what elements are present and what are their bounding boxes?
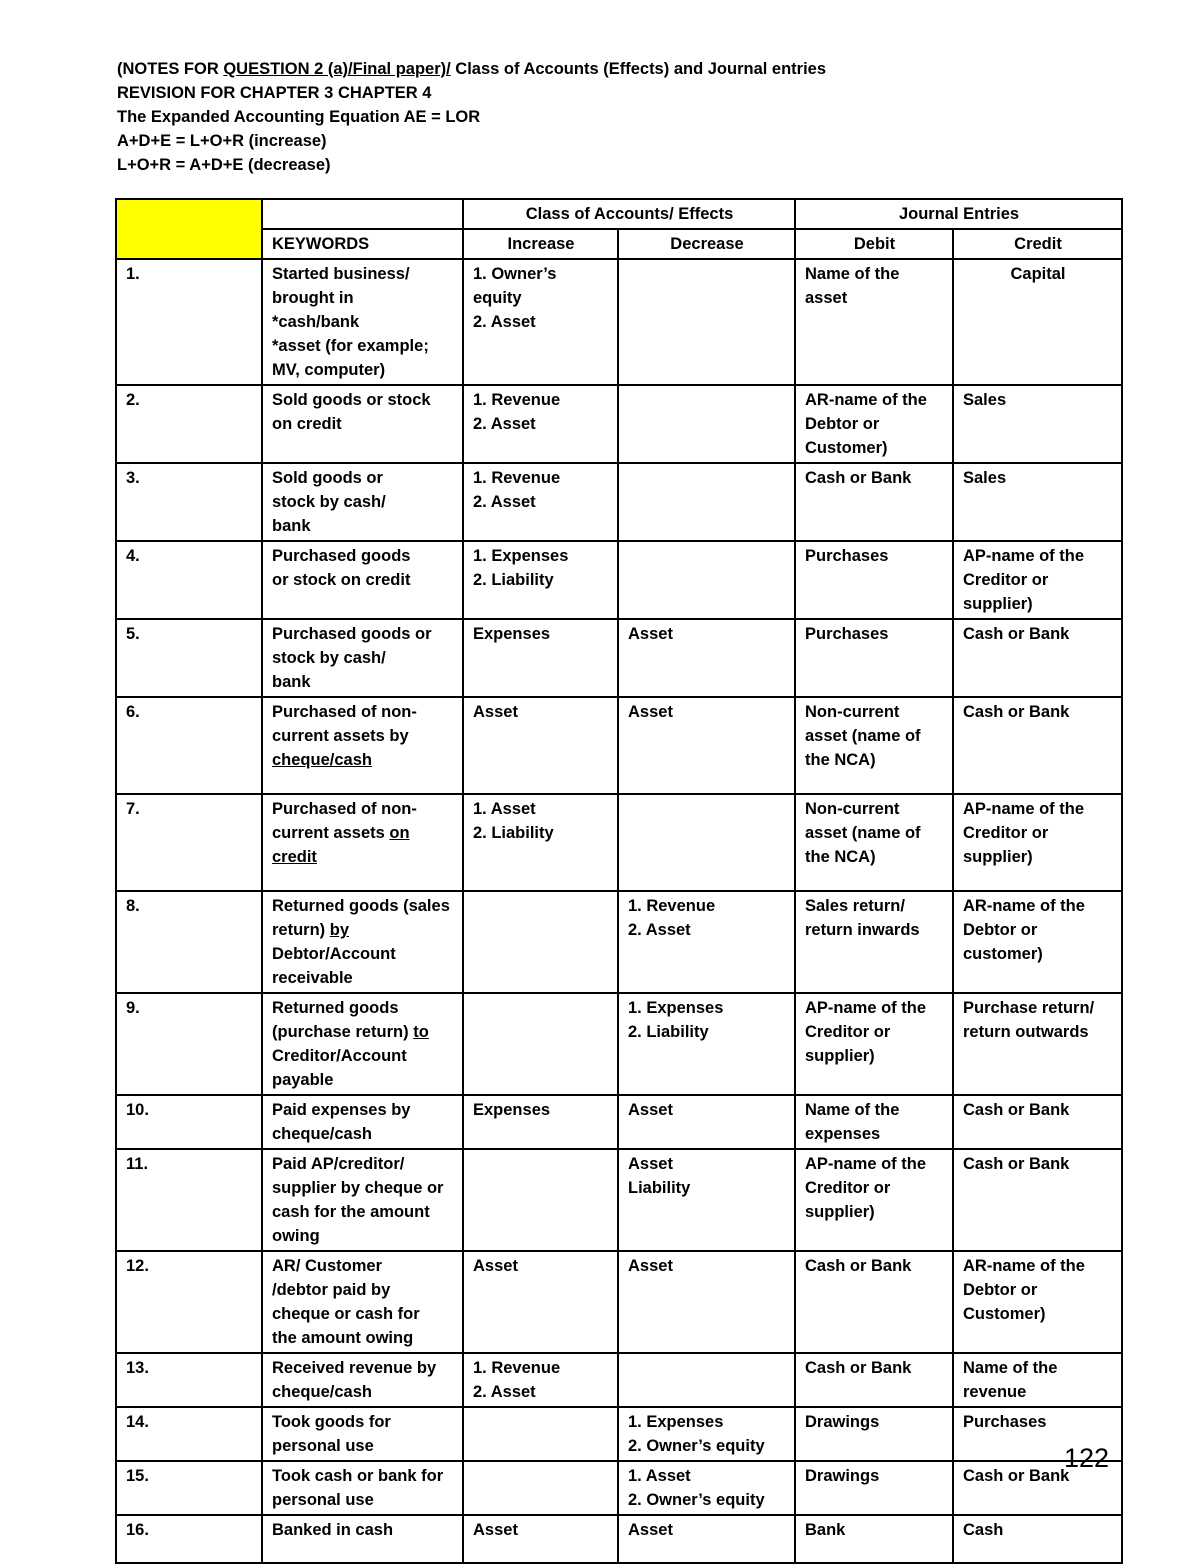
keywords-line: Received revenue by — [272, 1359, 437, 1377]
debit-cell — [795, 259, 953, 385]
decrease-cell — [618, 259, 795, 385]
debit-cell — [795, 1353, 953, 1407]
credit-line: Sales — [963, 469, 1007, 487]
debit-line: Name of the — [805, 1101, 900, 1119]
debit-line: the NCA) — [805, 751, 876, 769]
keywords-line: bank — [272, 517, 311, 535]
keywords-cell — [262, 463, 463, 541]
debit-cell — [795, 1149, 953, 1251]
credit-line: Capital — [1010, 265, 1066, 283]
debit-line: Purchases — [805, 547, 889, 565]
debit-line: asset — [805, 289, 848, 307]
credit-line: Cash — [963, 1521, 1004, 1539]
debit-cell — [795, 993, 953, 1095]
decrease-cell — [618, 1407, 795, 1461]
row-number: 12. — [116, 1251, 262, 1353]
blank-header-cell — [262, 199, 463, 229]
keywords-line: Started business/ — [272, 265, 410, 283]
debit-cell — [795, 619, 953, 697]
row-number: 1. — [116, 259, 262, 385]
decrease-cell — [618, 1515, 795, 1563]
increase-cell — [463, 259, 618, 385]
increase-line: 2. Asset — [473, 1383, 536, 1401]
row-number: 11. — [116, 1149, 262, 1251]
class-of-accounts-header: Class of Accounts/ Effects — [463, 199, 795, 229]
credit-cell — [953, 1251, 1122, 1353]
table-row — [116, 697, 1122, 794]
equation-title: The Expanded Accounting Equation AE = LOR — [117, 108, 481, 126]
keywords-line: the amount owing — [272, 1329, 414, 1347]
debit-line: Name of the — [805, 265, 900, 283]
keywords-cell — [262, 1353, 463, 1407]
row-number: 14. — [116, 1407, 262, 1461]
keywords-line: bank — [272, 673, 311, 691]
debit-line: Cash or Bank — [805, 1257, 912, 1275]
credit-line: Creditor or — [963, 824, 1049, 842]
equation-increase: A+D+E = L+O+R (increase) — [117, 132, 327, 150]
keywords-line: payable — [272, 1071, 334, 1089]
decrease-header: Decrease — [618, 229, 795, 259]
debit-cell — [795, 1515, 953, 1563]
table-row — [116, 1251, 1122, 1353]
keywords-line: *cash/bank — [272, 313, 360, 331]
decrease-cell — [618, 1095, 795, 1149]
keywords-line: AR/ Customer — [272, 1257, 383, 1275]
increase-cell — [463, 1515, 618, 1563]
credit-cell — [953, 1095, 1122, 1149]
keywords-line: Sold goods or stock — [272, 391, 431, 409]
keywords-line: brought in — [272, 289, 354, 307]
increase-line: 2. Liability — [473, 824, 554, 842]
keywords-cell — [262, 891, 463, 993]
debit-line: AP-name of the — [805, 1155, 927, 1173]
decrease-cell — [618, 385, 795, 463]
increase-line: 2. Asset — [473, 415, 536, 433]
increase-cell — [463, 385, 618, 463]
decrease-line: Asset — [628, 703, 673, 721]
decrease-cell — [618, 1149, 795, 1251]
debit-header: Debit — [795, 229, 953, 259]
row-number: 3. — [116, 463, 262, 541]
table-row — [116, 993, 1122, 1095]
debit-line: asset (name of — [805, 727, 921, 745]
increase-cell — [463, 463, 618, 541]
keywords-line: Purchased of non- — [272, 703, 417, 721]
credit-cell — [953, 697, 1122, 794]
decrease-line: 1. Expenses — [628, 1413, 724, 1431]
keywords-line: personal use — [272, 1491, 374, 1509]
increase-line: 1. Revenue — [473, 1359, 561, 1377]
decrease-line: 1. Expenses — [628, 999, 724, 1017]
decrease-line: Liability — [628, 1179, 691, 1197]
keywords-line: current assets by — [272, 727, 409, 745]
table-row — [116, 1353, 1122, 1407]
row-number: 8. — [116, 891, 262, 993]
debit-line: Debtor or — [805, 415, 880, 433]
credit-cell — [953, 1515, 1122, 1563]
keywords-line: Sold goods or — [272, 469, 383, 487]
keywords-line: /debtor paid by — [272, 1281, 391, 1299]
keywords-line: Purchased goods — [272, 547, 411, 565]
row-number: 16. — [116, 1515, 262, 1563]
decrease-line: Asset — [628, 1155, 673, 1173]
debit-line: Drawings — [805, 1413, 880, 1431]
credit-cell — [953, 619, 1122, 697]
keywords-line: owing — [272, 1227, 320, 1245]
credit-line: Purchase return/ — [963, 999, 1095, 1017]
decrease-cell — [618, 993, 795, 1095]
equation-decrease: L+O+R = A+D+E (decrease) — [117, 156, 331, 174]
debit-line: Purchases — [805, 625, 889, 643]
credit-line: AP-name of the — [963, 547, 1085, 565]
debit-cell — [795, 891, 953, 993]
decrease-line: Asset — [628, 625, 673, 643]
keywords-line: Purchased goods or — [272, 625, 432, 643]
row-number: 6. — [116, 697, 262, 794]
keywords-line: cash for the amount — [272, 1203, 430, 1221]
credit-line: supplier) — [963, 848, 1033, 866]
credit-cell — [953, 993, 1122, 1095]
credit-line: Customer) — [963, 1305, 1046, 1323]
keywords-line: Returned goods — [272, 999, 399, 1017]
credit-line: Debtor or — [963, 921, 1038, 939]
credit-cell — [953, 891, 1122, 993]
debit-line: Sales return/ — [805, 897, 905, 915]
debit-line: Cash or Bank — [805, 1359, 912, 1377]
credit-cell — [953, 463, 1122, 541]
debit-line: Customer) — [805, 439, 888, 457]
decrease-cell — [618, 619, 795, 697]
row-number: 15. — [116, 1461, 262, 1515]
increase-line: 2. Asset — [473, 493, 536, 511]
debit-line: Drawings — [805, 1467, 880, 1485]
keywords-line: Creditor/Account — [272, 1047, 407, 1065]
keywords-line: Took cash or bank for — [272, 1467, 444, 1485]
debit-line: the NCA) — [805, 848, 876, 866]
increase-line: equity — [473, 289, 522, 307]
keywords-line: stock by cash/ — [272, 649, 386, 667]
decrease-cell — [618, 1353, 795, 1407]
keywords-cell — [262, 993, 463, 1095]
keywords-line: cheque or cash for — [272, 1305, 420, 1323]
highlight-cell — [116, 199, 262, 259]
increase-line: 1. Revenue — [473, 391, 561, 409]
debit-line: Bank — [805, 1521, 846, 1539]
credit-line: Sales — [963, 391, 1007, 409]
keywords-line: *asset (for example; — [272, 337, 429, 355]
decrease-line: Asset — [628, 1521, 673, 1539]
keywords-cell — [262, 259, 463, 385]
table-row — [116, 1095, 1122, 1149]
credit-cell — [953, 259, 1122, 385]
table-row — [116, 541, 1122, 619]
credit-line: Cash or Bank — [963, 1101, 1070, 1119]
keywords-line: return) by — [272, 921, 350, 939]
increase-cell — [463, 541, 618, 619]
increase-line: Expenses — [473, 625, 551, 643]
decrease-cell — [618, 794, 795, 891]
debit-line: Non-current — [805, 800, 900, 818]
decrease-cell — [618, 1461, 795, 1515]
debit-cell — [795, 385, 953, 463]
credit-cell — [953, 1149, 1122, 1251]
increase-cell — [463, 697, 618, 794]
page-number: 122 — [1064, 1443, 1110, 1473]
credit-line: Cash or Bank — [963, 1467, 1070, 1485]
keywords-line: on credit — [272, 415, 342, 433]
debit-cell — [795, 697, 953, 794]
decrease-line: 1. Asset — [628, 1467, 691, 1485]
credit-line: Cash or Bank — [963, 703, 1070, 721]
debit-line: Creditor or — [805, 1179, 891, 1197]
increase-cell — [463, 1353, 618, 1407]
debit-line: AR-name of the — [805, 391, 927, 409]
increase-line: 1. Expenses — [473, 547, 569, 565]
increase-line: 2. Asset — [473, 313, 536, 331]
row-number: 5. — [116, 619, 262, 697]
credit-line: supplier) — [963, 595, 1033, 613]
decrease-cell — [618, 463, 795, 541]
keywords-line: MV, computer) — [272, 361, 386, 379]
debit-line: supplier) — [805, 1203, 875, 1221]
decrease-line: 2. Asset — [628, 921, 691, 939]
decrease-line: 1. Revenue — [628, 897, 716, 915]
keywords-line: Returned goods (sales — [272, 897, 450, 915]
notes-title-underlined: QUESTION 2 (a)/Final paper)/ — [223, 60, 451, 78]
table-row — [116, 463, 1122, 541]
keywords-line: Debtor/Account — [272, 945, 396, 963]
credit-line: AR-name of the — [963, 897, 1085, 915]
credit-line: Purchases — [963, 1413, 1047, 1431]
keywords-line: Banked in cash — [272, 1521, 394, 1539]
row-number: 13. — [116, 1353, 262, 1407]
table-row — [116, 1461, 1122, 1515]
keywords-cell — [262, 541, 463, 619]
keywords-line: current assets on — [272, 824, 410, 842]
debit-line: Creditor or — [805, 1023, 891, 1041]
keywords-line: Paid expenses by — [272, 1101, 411, 1119]
decrease-line: Asset — [628, 1101, 673, 1119]
keywords-line: cheque/cash — [272, 1383, 372, 1401]
increase-line: 1. Owner’s — [473, 265, 557, 283]
debit-line: asset (name of — [805, 824, 921, 842]
decrease-line: 2. Owner’s equity — [628, 1491, 765, 1509]
keywords-line: Took goods for — [272, 1413, 391, 1431]
credit-cell — [953, 541, 1122, 619]
decrease-cell — [618, 891, 795, 993]
debit-cell — [795, 1095, 953, 1149]
keywords-cell — [262, 794, 463, 891]
decrease-line: 2. Liability — [628, 1023, 709, 1041]
increase-line: 1. Asset — [473, 800, 536, 818]
keywords-line: Purchased of non- — [272, 800, 417, 818]
credit-line: Creditor or — [963, 571, 1049, 589]
decrease-cell — [618, 541, 795, 619]
keywords-cell — [262, 1149, 463, 1251]
debit-line: Non-current — [805, 703, 900, 721]
keywords-line: (purchase return) to — [272, 1023, 429, 1041]
debit-cell — [795, 541, 953, 619]
keywords-line: Paid AP/creditor/ — [272, 1155, 405, 1173]
decrease-cell — [618, 1251, 795, 1353]
keywords-cell — [262, 697, 463, 794]
increase-line: Asset — [473, 1521, 518, 1539]
row-number: 7. — [116, 794, 262, 891]
debit-cell — [795, 1461, 953, 1515]
table-row — [116, 385, 1122, 463]
keywords-cell — [262, 1251, 463, 1353]
group-header-row — [116, 199, 1122, 229]
keywords-line: supplier by cheque or — [272, 1179, 444, 1197]
debit-cell — [795, 794, 953, 891]
debit-cell — [795, 1251, 953, 1353]
credit-cell — [953, 794, 1122, 891]
table-row — [116, 619, 1122, 697]
debit-line: supplier) — [805, 1047, 875, 1065]
increase-cell — [463, 794, 618, 891]
row-number: 4. — [116, 541, 262, 619]
credit-line: Debtor or — [963, 1281, 1038, 1299]
keywords-cell — [262, 1095, 463, 1149]
debit-line: AP-name of the — [805, 999, 927, 1017]
credit-line: revenue — [963, 1383, 1027, 1401]
keywords-cell — [262, 619, 463, 697]
increase-cell — [463, 1461, 618, 1515]
notes-title-prefix: (NOTES FOR — [117, 60, 224, 78]
credit-line: Name of the — [963, 1359, 1058, 1377]
keywords-cell — [262, 1461, 463, 1515]
table-row — [116, 259, 1122, 385]
increase-line: 2. Liability — [473, 571, 554, 589]
notes-title — [117, 57, 826, 81]
increase-cell — [463, 1407, 618, 1461]
increase-cell — [463, 1251, 618, 1353]
keywords-line: stock by cash/ — [272, 493, 386, 511]
debit-cell — [795, 463, 953, 541]
column-header-row — [116, 229, 1122, 259]
increase-cell — [463, 1095, 618, 1149]
row-number: 2. — [116, 385, 262, 463]
debit-line: Cash or Bank — [805, 469, 912, 487]
increase-cell — [463, 993, 618, 1095]
keywords-line: or stock on credit — [272, 571, 411, 589]
credit-line: Cash or Bank — [963, 625, 1070, 643]
keywords-cell — [262, 1515, 463, 1563]
credit-line: AR-name of the — [963, 1257, 1085, 1275]
row-number: 10. — [116, 1095, 262, 1149]
credit-line: return outwards — [963, 1023, 1089, 1041]
credit-cell — [953, 1353, 1122, 1407]
journal-entries-header: Journal Entries — [795, 199, 1122, 229]
decrease-cell — [618, 697, 795, 794]
increase-line: 1. Revenue — [473, 469, 561, 487]
keywords-cell — [262, 385, 463, 463]
page-header — [117, 57, 826, 177]
credit-line: Cash or Bank — [963, 1155, 1070, 1173]
notes-title-suffix: Class of Accounts (Effects) and Journal entries — [450, 60, 827, 78]
increase-line: Expenses — [473, 1101, 551, 1119]
keywords-header: KEYWORDS — [262, 229, 463, 259]
increase-header: Increase — [463, 229, 618, 259]
increase-cell — [463, 891, 618, 993]
decrease-line: 2. Owner’s equity — [628, 1437, 765, 1455]
accounts-journal-table — [115, 198, 1123, 1564]
table-row — [116, 1515, 1122, 1563]
debit-line: expenses — [805, 1125, 881, 1143]
table-row — [116, 891, 1122, 993]
keywords-line: personal use — [272, 1437, 374, 1455]
credit-line: customer) — [963, 945, 1043, 963]
increase-cell — [463, 619, 618, 697]
row-number: 9. — [116, 993, 262, 1095]
table-row — [116, 794, 1122, 891]
keywords-cell — [262, 1407, 463, 1461]
credit-line: AP-name of the — [963, 800, 1085, 818]
credit-cell — [953, 385, 1122, 463]
keywords-line: credit — [272, 848, 317, 866]
revision-title: REVISION FOR CHAPTER 3 CHAPTER 4 — [117, 84, 432, 102]
keywords-line: receivable — [272, 969, 353, 987]
increase-line: Asset — [473, 703, 518, 721]
increase-cell — [463, 1149, 618, 1251]
debit-cell — [795, 1407, 953, 1461]
decrease-line: Asset — [628, 1257, 673, 1275]
table-row — [116, 1407, 1122, 1461]
table-row — [116, 1149, 1122, 1251]
keywords-line: cheque/cash — [272, 751, 372, 769]
keywords-line: cheque/cash — [272, 1125, 372, 1143]
increase-line: Asset — [473, 1257, 518, 1275]
credit-header: Credit — [953, 229, 1122, 259]
debit-line: return inwards — [805, 921, 920, 939]
